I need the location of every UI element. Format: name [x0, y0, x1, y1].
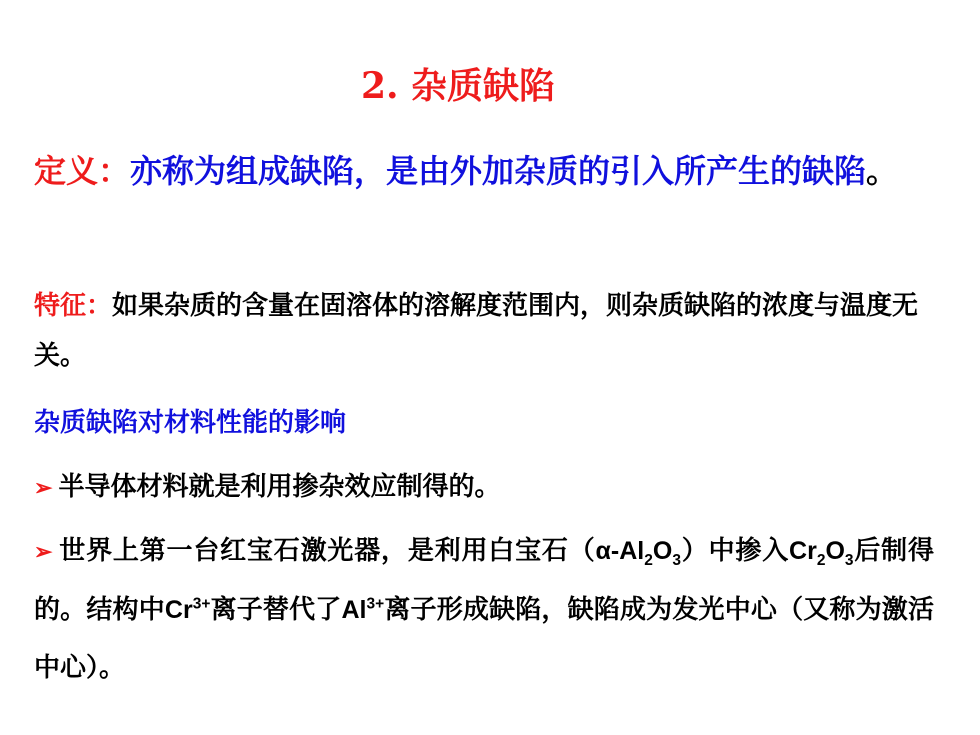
formula-al2o3: $\alpha-Al_2O_3$: [595, 537, 681, 569]
bullet2-text-1: 世界上第一台红宝石激光器，是利用白宝石（: [58, 536, 596, 566]
feature-paragraph: [34, 281, 934, 381]
bullet-arrow-icon: ➢: [34, 475, 53, 501]
bullet-item-1: [34, 462, 934, 513]
bullet2-text-3: 后制得的。结构中: [34, 536, 934, 625]
bullet-item-2: [34, 522, 934, 697]
ion-al3: $Al^{3+}$: [341, 595, 385, 624]
bullet2-text-2: ）中掺入: [680, 536, 790, 566]
bullet2-text-5: 离子形成缺陷，缺陷成为发光中心（又称为激活中心）。: [34, 595, 934, 683]
feature-label: 特征：: [34, 291, 113, 321]
bullet2-text-4: 离子替代了: [210, 595, 342, 625]
impact-heading: 杂质缺陷对材料性能的影响: [34, 408, 347, 438]
definition-end: 。: [866, 152, 899, 190]
definition-label: 定义：: [34, 152, 131, 190]
definition-paragraph: [34, 138, 934, 204]
bullet-text-1: 半导体材料就是利用掺杂效应制得的。: [58, 472, 501, 502]
slide-title: 2. 杂质缺陷: [360, 65, 556, 107]
bullet-arrow-icon: ➢: [34, 539, 53, 565]
ion-cr3: $Cr^{3+}$: [164, 595, 211, 624]
definition-text: 亦称为组成缺陷，是由外加杂质的引入所产生的缺陷: [130, 152, 867, 190]
feature-text: 如果杂质的含量在固溶体的溶解度范围内，则杂质缺陷的浓度与温度无关。: [34, 291, 919, 371]
formula-cr2o3: $Cr_2O_3$: [789, 537, 854, 569]
